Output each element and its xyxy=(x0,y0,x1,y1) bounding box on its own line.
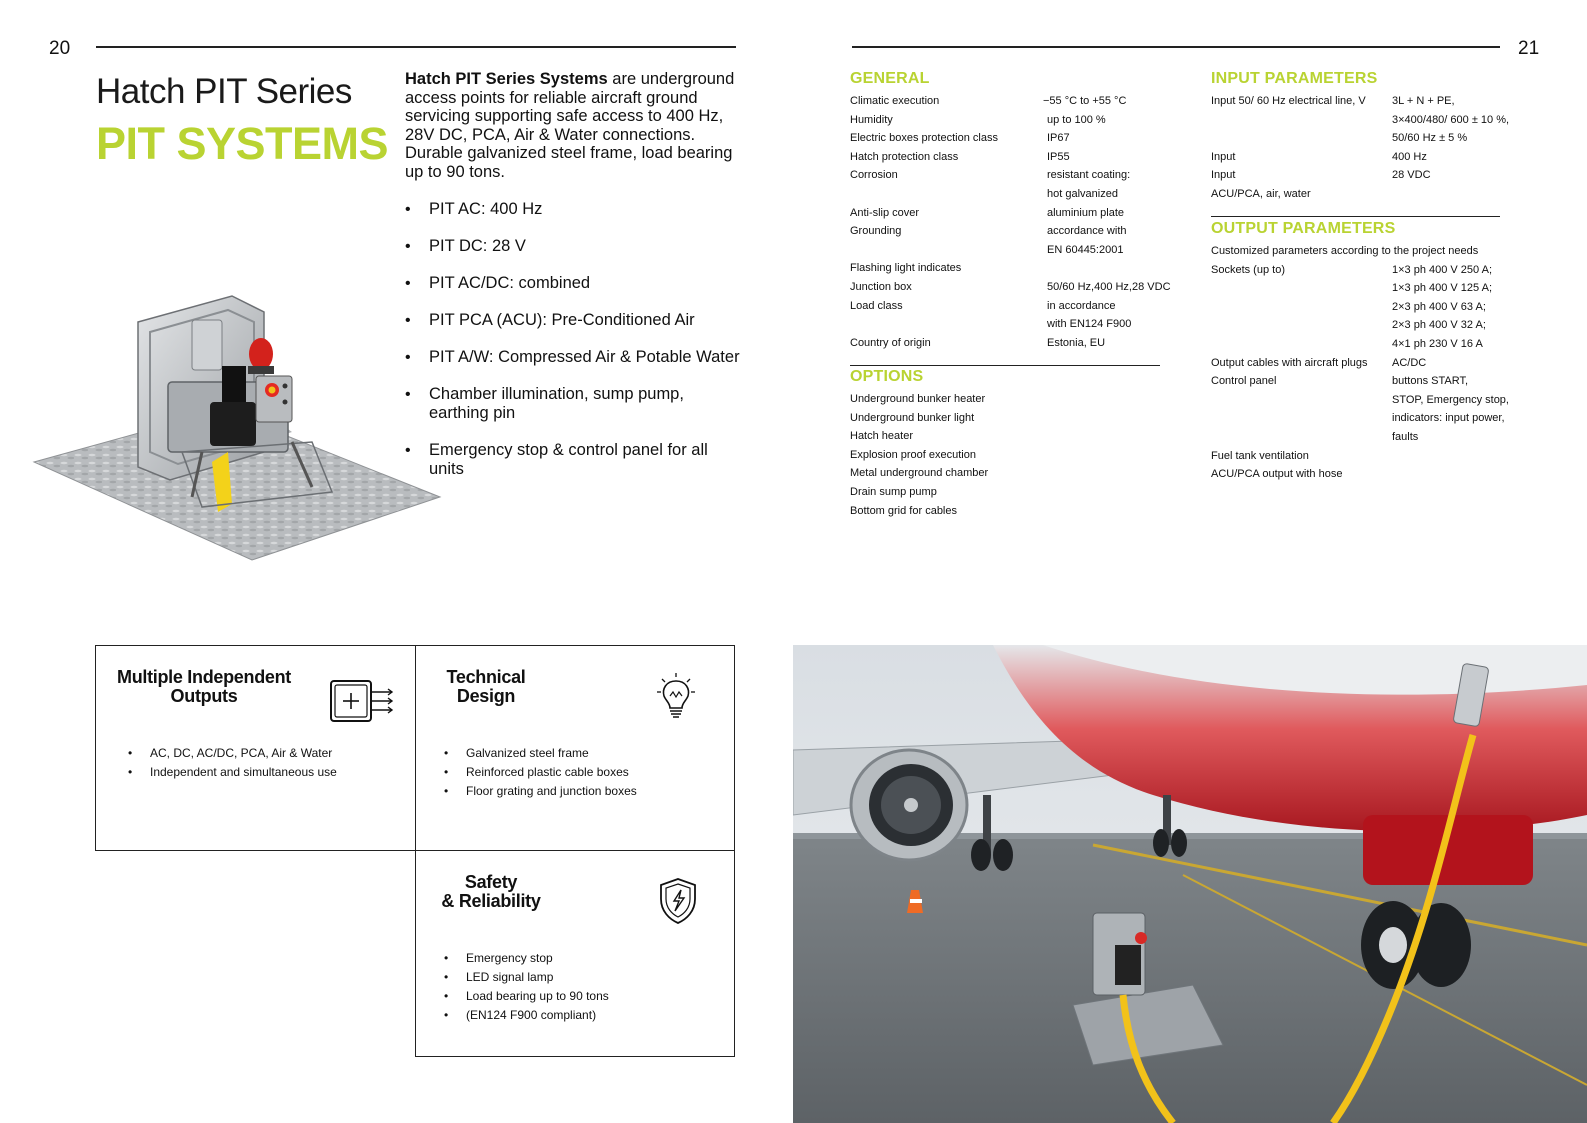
feature-title: Multiple Independent xyxy=(117,667,291,687)
spec-label: Corrosion xyxy=(850,169,898,182)
feature-title: Safety xyxy=(464,872,518,892)
bullet-item: • PIT A/W: Compressed Air & Potable Water xyxy=(405,348,740,367)
signal-lamp-icon xyxy=(249,338,273,370)
bullet-item: • PIT AC/DC: combined xyxy=(405,274,740,293)
shield-bolt-icon xyxy=(658,877,698,925)
divider-general-options xyxy=(850,365,1160,366)
feature-item: • Independent and simultaneous use xyxy=(128,763,337,782)
spec-row xyxy=(1211,261,1551,280)
spec-row xyxy=(1211,279,1551,298)
spec-row xyxy=(1211,92,1541,111)
option-item: Drain sump pump xyxy=(850,485,937,498)
bullet-item: • PIT PCA (ACU): Pre-Conditioned Air xyxy=(405,311,740,330)
section-heading-general: GENERAL xyxy=(850,70,930,87)
spec-value: buttons START, xyxy=(1392,375,1469,388)
spec-row xyxy=(1211,372,1551,391)
spec-row xyxy=(1211,447,1551,466)
output-note: Customized parameters according to the project needs xyxy=(1211,245,1479,257)
option-item: Metal underground chamber xyxy=(850,467,989,480)
bullet-item: • Chamber illumination, sump pump, earthing pin xyxy=(405,385,740,423)
bullet-item: • Emergency stop & control panel for all units xyxy=(405,441,740,479)
spec-value: IP67 xyxy=(1047,132,1070,145)
feature-item: • Reinforced plastic cable boxes xyxy=(444,763,637,782)
intro-bold: Hatch PIT Series Systems xyxy=(405,70,608,88)
spec-value: AC/DC xyxy=(1392,356,1427,369)
spec-value: 4×1 ph 230 V 16 A xyxy=(1392,337,1483,350)
spec-row xyxy=(1211,111,1541,130)
section-heading-output: OUTPUT PARAMETERS xyxy=(1211,220,1396,237)
section-heading-options: OPTIONS xyxy=(850,368,924,385)
spec-label xyxy=(1211,409,1392,428)
feature-title: & Reliability xyxy=(441,891,541,911)
page-title: PIT SYSTEMS xyxy=(96,118,389,169)
feature-item: • Emergency stop xyxy=(444,949,609,968)
spec-value: accordance with xyxy=(1047,225,1127,238)
page-number-left: 20 xyxy=(49,38,71,59)
spec-label xyxy=(1211,316,1392,335)
spec-row xyxy=(1211,166,1541,185)
spec-value: faults xyxy=(1392,430,1419,443)
spec-label: Country of origin xyxy=(850,336,931,349)
spec-label: ACU/PCA, air, water xyxy=(1211,187,1311,200)
option-item: Underground bunker light xyxy=(850,411,975,424)
spec-label xyxy=(1211,111,1392,130)
intro-paragraph xyxy=(405,70,740,182)
spec-row xyxy=(850,166,1180,185)
spec-row xyxy=(1211,428,1551,447)
bullet-item: • PIT DC: 28 V xyxy=(405,237,740,256)
spec-row xyxy=(850,185,1180,204)
spec-row xyxy=(850,222,1180,241)
feature-title: Design xyxy=(456,686,516,706)
feature-bullet-list xyxy=(405,200,740,497)
spec-value: STOP, Emergency stop, xyxy=(1392,393,1509,406)
pit-hatch-product-image xyxy=(32,292,442,562)
spec-value: EN 60445:2001 xyxy=(1047,243,1124,256)
header-rule-right xyxy=(852,46,1500,48)
spec-row xyxy=(850,334,1180,353)
header-rule-left xyxy=(96,46,736,48)
spec-label: Flashing light indicates xyxy=(850,262,962,275)
spec-label: Sockets (up to) xyxy=(1211,263,1285,276)
spec-label: Control panel xyxy=(1211,375,1277,388)
spec-label: ACU/PCA output with hose xyxy=(1211,468,1343,481)
intro-text: are underground access points for reliable aircraft ground servicing supporting safe access to 400 Hz, 28V DC, PCA, Air & Water connections. Durable galvanized steel frame, load bearing up to 90 tons. xyxy=(405,70,735,181)
spec-value: resistant coating: xyxy=(1047,169,1131,182)
spec-value: up to 100 % xyxy=(1047,113,1106,126)
spec-label: Input xyxy=(1211,150,1236,163)
spec-value: 2×3 ph 400 V 32 A; xyxy=(1392,319,1486,332)
spec-value: 28 VDC xyxy=(1392,169,1431,182)
feature-card-outputs xyxy=(95,645,416,851)
spec-row xyxy=(1211,465,1551,484)
spec-value: 2×3 ph 400 V 63 A; xyxy=(1392,300,1486,313)
spec-label: Anti-slip cover xyxy=(850,206,920,219)
feature-item: • Galvanized steel frame xyxy=(444,744,637,763)
spec-label xyxy=(850,241,1047,260)
divider-input-output xyxy=(1211,216,1500,217)
option-item: Underground bunker heater xyxy=(850,393,986,405)
spec-value: aluminium plate xyxy=(1047,206,1125,219)
spec-label xyxy=(1211,298,1392,317)
spec-label: Fuel tank ventilation xyxy=(1211,449,1309,462)
spec-row xyxy=(1211,335,1551,354)
spec-row xyxy=(850,241,1180,260)
spec-row xyxy=(1211,409,1551,428)
spec-row xyxy=(850,297,1180,316)
output-parameters xyxy=(1211,220,1551,484)
spec-label: Climatic execution xyxy=(850,95,940,107)
spec-value: with EN124 F900 xyxy=(1047,318,1132,331)
spec-row xyxy=(850,92,1180,111)
spec-value: Estonia, EU xyxy=(1047,336,1106,349)
bullet-item: • PIT AC: 400 Hz xyxy=(405,200,740,219)
spec-label: Grounding xyxy=(850,225,902,238)
feature-item: • (EN124 F900 compliant) xyxy=(444,1006,609,1025)
general-specs xyxy=(850,70,1180,352)
spec-row xyxy=(1211,354,1551,373)
lightbulb-icon xyxy=(656,672,696,720)
spec-label xyxy=(1211,391,1392,410)
plug-outputs-icon xyxy=(330,680,396,724)
spec-row xyxy=(1211,316,1551,335)
spec-row xyxy=(850,129,1180,148)
spec-row xyxy=(850,259,1180,278)
spec-value: 1×3 ph 400 V 125 A; xyxy=(1392,282,1493,295)
spec-value: 3L + N + PE, xyxy=(1392,95,1455,107)
spec-row xyxy=(850,148,1180,167)
spec-value: −55 °C to +55 °C xyxy=(1043,95,1127,107)
spec-value: 3×400/480/ 600 ± 10 %, xyxy=(1392,113,1510,126)
spec-row xyxy=(1211,129,1541,148)
spec-label: Electric boxes protection class xyxy=(850,132,998,145)
spec-label xyxy=(850,185,1047,204)
option-item: Bottom grid for cables xyxy=(850,504,957,517)
spec-value: 50/60 Hz,400 Hz,28 VDC xyxy=(1047,280,1171,293)
series-title: Hatch PIT Series xyxy=(96,72,352,111)
spec-row xyxy=(850,204,1180,223)
feature-card-safety xyxy=(415,850,735,1057)
spec-label xyxy=(850,315,1047,334)
feature-item: • Floor grating and junction boxes xyxy=(444,782,637,801)
spec-value: indicators: input power, xyxy=(1392,412,1505,425)
spec-row xyxy=(850,278,1180,297)
spec-row xyxy=(1211,185,1541,204)
page-number-right: 21 xyxy=(1518,38,1540,59)
option-item: Hatch heater xyxy=(850,430,913,443)
spec-row xyxy=(1211,148,1541,167)
spec-label: Humidity xyxy=(850,113,893,126)
options-list xyxy=(850,368,1150,520)
spec-label xyxy=(1211,428,1392,447)
feature-item: • AC, DC, AC/DC, PCA, Air & Water xyxy=(128,744,337,763)
spec-value: hot galvanized xyxy=(1047,187,1118,200)
spec-label: Input 50/ 60 Hz electrical line, V xyxy=(1211,95,1366,107)
spec-value: 400 Hz xyxy=(1392,150,1427,163)
spec-label: Hatch protection class xyxy=(850,150,959,163)
feature-card-design xyxy=(415,645,735,851)
input-parameters xyxy=(1211,70,1541,204)
feature-item: • Load bearing up to 90 tons xyxy=(444,987,609,1006)
spec-label xyxy=(1211,335,1392,354)
spec-value: 1×3 ph 400 V 250 A; xyxy=(1392,263,1493,276)
spec-value: IP55 xyxy=(1047,150,1070,163)
aircraft-pit-photo xyxy=(793,645,1587,1123)
spec-label xyxy=(1211,279,1392,298)
spec-row xyxy=(1211,298,1551,317)
spec-row xyxy=(850,111,1180,130)
option-item: Explosion proof execution xyxy=(850,448,976,461)
feature-title: Outputs xyxy=(170,686,238,706)
feature-item: • LED signal lamp xyxy=(444,968,609,987)
spec-label: Junction box xyxy=(850,280,912,293)
spec-label: Input xyxy=(1211,169,1236,182)
spec-label xyxy=(1211,129,1392,148)
spec-row xyxy=(1211,391,1551,410)
spec-value: in accordance xyxy=(1047,299,1116,312)
spec-value: 50/60 Hz ± 5 % xyxy=(1392,132,1468,145)
spec-label: Output cables with aircraft plugs xyxy=(1211,356,1368,369)
feature-title: Technical xyxy=(446,667,526,687)
spec-row xyxy=(850,315,1180,334)
spec-label: Load class xyxy=(850,299,903,312)
section-heading-input: INPUT PARAMETERS xyxy=(1211,70,1378,87)
